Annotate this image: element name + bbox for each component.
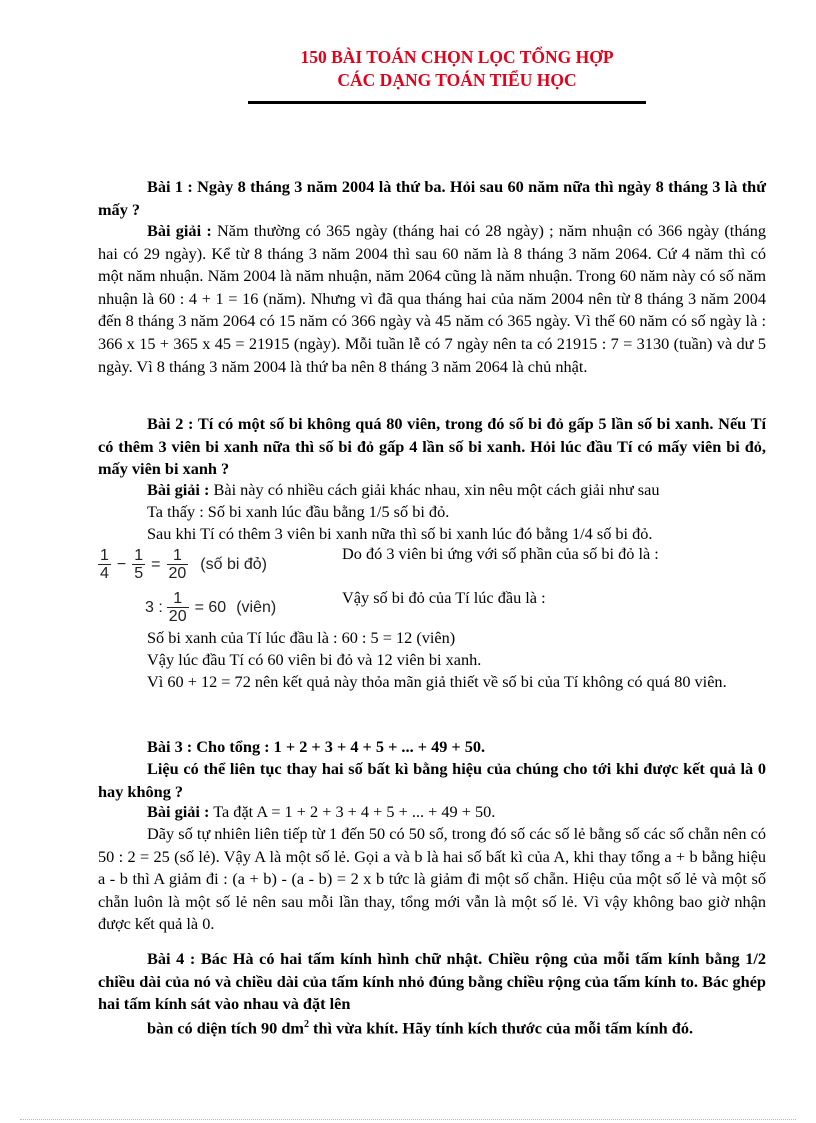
formula-red-count: 3 : $\frac{1}{20}$ = 60 (viên) bbox=[145, 590, 277, 625]
bai4-question-a: Bài 4 : Bác Hà có hai tấm kính hình chữ nhật. Chiều rộng của mỗi tấm kính bằng 1/2 chiều dài của nó và chiều dài của tấm kính nhỏ đúng bằng chiều rộng của tấm kính to. Bác ghép hai tấm kính sát vào nhau và đặt lên bbox=[98, 949, 766, 1014]
bai1-solution-label: Bài giải : bbox=[147, 221, 212, 240]
bai2-line-g: Vì 60 + 12 = 72 nên kết quả này thỏa mãn giả thiết về số bi của Tí không có quá 80 viên. bbox=[147, 672, 727, 691]
bai3-solution-label: Bài giải : bbox=[147, 802, 210, 821]
bai2-line-b: Sau khi Tí có thêm 3 viên bi xanh nữa thì số bi xanh lúc đó bằng 1/4 số bi đỏ. bbox=[147, 524, 653, 543]
bai3-question-b: Liệu có thể liên tục thay hai số bất kì bằng hiệu của chúng cho tới khi được kết quả là 0 hay không ? bbox=[98, 759, 766, 801]
bai2-solution-intro: Bài giải : Bài này có nhiều cách giải khác nhau, xin nêu một cách giải như sau bbox=[147, 480, 660, 499]
title-line-2: CÁC DẠNG TOÁN TIỂU HỌC bbox=[337, 70, 577, 90]
title-divider bbox=[248, 101, 646, 104]
bai2-solution-label: Bài giải : bbox=[147, 480, 210, 499]
title-line-1: 150 BÀI TOÁN CHỌN LỌC TỔNG HỢP bbox=[300, 47, 614, 67]
bai3-question-a: Bài 3 : Cho tổng : 1 + 2 + 3 + 4 + 5 + ... + 49 + 50. bbox=[147, 737, 486, 756]
bai2-line-a: Ta thấy : Số bi xanh lúc đầu bằng 1/5 số bi đỏ. bbox=[147, 502, 450, 521]
bai4-question-b: bàn có diện tích 90 $dm^2$ thì vừa khít. Hãy tính kích thước của mỗi tấm kính đó. bbox=[147, 1018, 694, 1038]
bai1-question: Bài 1 : Ngày 8 tháng 3 năm 2004 là thứ ba. Hỏi sau 60 năm nữa thì ngày 8 tháng 3 là thứ mấy ? bbox=[98, 177, 766, 219]
bai1-solution-text: Năm thường có 365 ngày (tháng hai có 28 ngày) ; năm nhuận có 366 ngày (tháng hai có 29 ngày). Kể từ 8 tháng 3 năm 2004 thì sau 60 năm là 8 tháng 3 năm 2064. Cứ 4 năm thì có một năm nhuận. Năm 2004 là năm nhuận, năm 2064 cũng là năm nhuận. Trong 60 năm này có số năm nhuận là 60 : 4 + 1 = 16 (năm). Nhưng vì đã qua tháng hai của năm 2004 nên từ 8 tháng 3 năm 2004 đến 8 tháng 3 năm 2064 có 15 năm có 366 ngày và 45 năm có 365 ngày. Vì thế 60 năm có số ngày là : 366 x 15 + 365 x 45 = 21915 (ngày). Mỗi tuần lễ có 7 ngày nên ta có 21915 : 7 = 3130 (tuần) và dư 5 ngày. Vì 8 tháng 3 năm 2004 là thứ ba nên 8 tháng 3 năm 2064 là chủ nhật. bbox=[98, 221, 766, 376]
bai2-line-c: Do đó 3 viên bi ứng với số phần của số bi đỏ là : bbox=[342, 544, 659, 563]
bai2-line-e: Số bi xanh của Tí lúc đầu là : 60 : 5 = 12 (viên) bbox=[147, 628, 456, 647]
page-bottom-divider bbox=[20, 1119, 796, 1120]
bai3-solution-a: Bài giải : Ta đặt A = 1 + 2 + 3 + 4 + 5 + ... + 49 + 50. bbox=[147, 802, 496, 821]
bai2-line-f: Vậy lúc đầu Tí có 60 viên bi đỏ và 12 viên bi xanh. bbox=[147, 650, 482, 669]
bai1-solution bbox=[98, 220, 766, 378]
bai2-line-d: Vậy số bi đỏ của Tí lúc đầu là : bbox=[342, 588, 546, 607]
formula-fraction-difference: $\frac{1}{4}$ − $\frac{1}{5}$ = $\frac{1}{20}$ (số bi đỏ) bbox=[100, 547, 267, 582]
bai3-solution-b: Dãy số tự nhiên liên tiếp từ 1 đến 50 có 50 số, trong đó số các số lẻ bằng số các số chẵn nên có 50 : 2 = 25 (số lẻ). Vậy A là một số lẻ. Gọi a và b là hai số bất kì của A, khi thay tổng a + b bằng hiệu a - b thì A giảm đi : (a + b) - (a - b) = 2 x b tức là giảm đi một số chẵn. Hiệu của một số lẻ và một số chẵn luôn là một số lẻ nên sau mỗi lần thay, tổng mới vẫn là một số lẻ. Vì vậy không bao giờ nhận được kết quả là 0. bbox=[98, 824, 766, 934]
bai2-question: Bài 2 : Tí có một số bi không quá 80 viên, trong đó số bi đỏ gấp 5 lần số bi xanh. Nếu Tí có thêm 3 viên bi xanh nữa thì số bi đỏ gấp 4 lần số bi xanh. Hỏi lúc đầu Tí có mấy viên bi đỏ, mấy viên bi xanh ? bbox=[98, 414, 766, 479]
